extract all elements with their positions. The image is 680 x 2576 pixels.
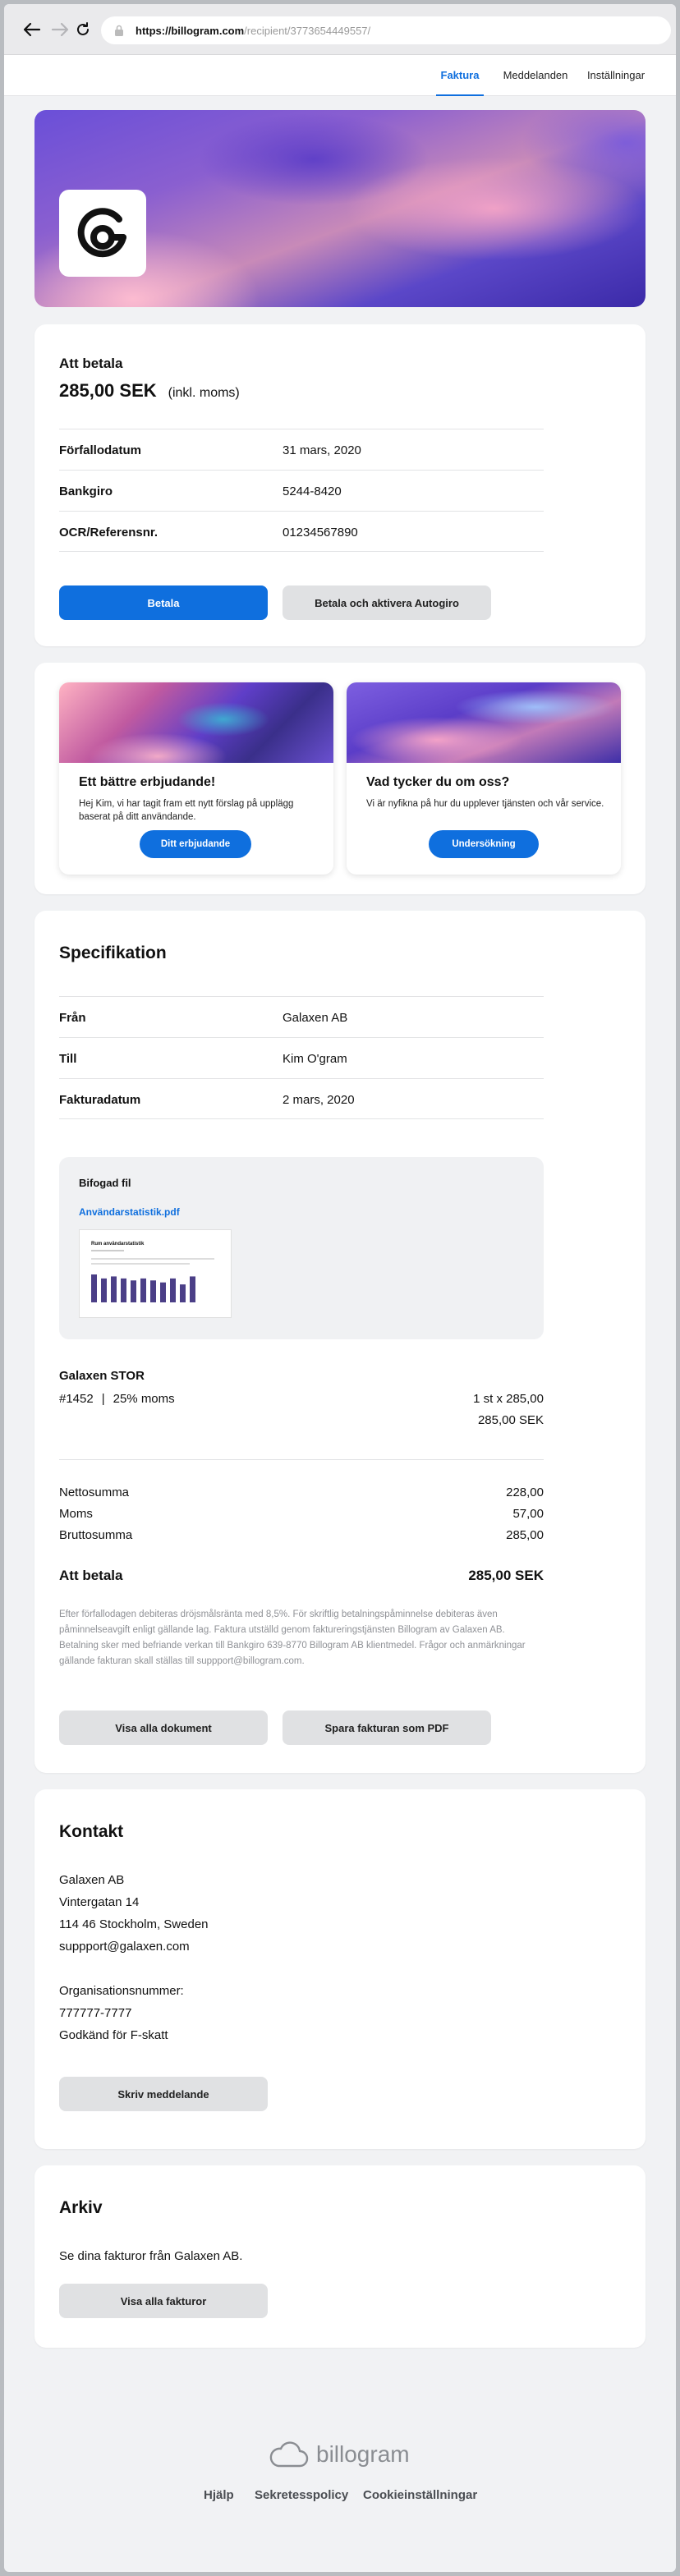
- pdf-preview-text-line: [91, 1263, 190, 1265]
- preview-chart-bar: [180, 1284, 186, 1302]
- attachment-title: Bifogad fil: [79, 1177, 131, 1189]
- company-logo: [59, 190, 146, 277]
- tab-meddelanden[interactable]: Meddelanden: [503, 69, 568, 81]
- row-value: 01234567890: [283, 526, 358, 540]
- offer-promo: [59, 682, 333, 875]
- survey-button[interactable]: Undersökning: [429, 830, 539, 858]
- pdf-preview-text-line: [91, 1250, 124, 1251]
- galaxen-logo-icon: [74, 204, 131, 262]
- row-value: 5244-8420: [283, 484, 342, 498]
- attachment-link[interactable]: Användarstatistik.pdf: [79, 1206, 180, 1218]
- pdf-preview-chart: [91, 1270, 223, 1306]
- preview-chart-bar: [121, 1279, 126, 1302]
- archive-title: Arkiv: [59, 2198, 103, 2217]
- preview-chart-bar: [190, 1276, 195, 1302]
- browser-toolbar: [4, 4, 676, 55]
- preview-chart-bar: [170, 1279, 176, 1302]
- reload-icon[interactable]: [73, 20, 93, 39]
- line-item-vat: 25% moms: [113, 1392, 175, 1406]
- url-path: /recipient/3773654449557/: [244, 24, 371, 37]
- billogram-logo: [267, 2440, 410, 2469]
- survey-image: [347, 682, 621, 763]
- promo-card: [34, 663, 646, 894]
- row-value: 2 mars, 2020: [283, 1093, 355, 1107]
- preview-chart-bar: [91, 1274, 97, 1302]
- survey-promo: [347, 682, 621, 875]
- to-row: [59, 1037, 544, 1078]
- to-pay-value: 285,00 SEK: [468, 1568, 544, 1583]
- write-message-button[interactable]: Skriv meddelande: [59, 2077, 268, 2111]
- line-item-article: #1452: [59, 1392, 94, 1406]
- payment-amount-line: [59, 380, 240, 402]
- brand-name: billogram: [316, 2441, 410, 2467]
- archive-text: Se dina fakturor från Galaxen AB.: [59, 2249, 243, 2263]
- gross-sum-value: 285,00: [506, 1528, 544, 1542]
- url-host: https://billogram.com: [136, 24, 245, 37]
- separator: |: [101, 1392, 105, 1406]
- footer-link-cookies[interactable]: Cookieinställningar: [363, 2488, 478, 2502]
- back-arrow-icon[interactable]: [22, 20, 42, 39]
- cloud-icon: [267, 2440, 310, 2469]
- vat-note: (inkl. moms): [168, 386, 240, 400]
- survey-text: Vi är nyfikna på hur du upplever tjänsten och vår service.: [366, 799, 604, 809]
- line-item-total: 285,00 SEK: [477, 1413, 544, 1427]
- browser-window: [4, 4, 676, 2572]
- legal-text: Efter förfallodagen debiteras dröjsmålsränta med 8,5%. För skriftlig betalningspåminnelse debiteras även påminnelseavgift enligt gällande lag. Faktura utställd genom faktureringstjänsten Billogram av Galaxen AB. Betalning sker med befriande verkan till Bankgiro 639-8770 Billogram AB klientmedel. Frågor och anmärkningar gällande fakturan skall ställas till suppport@billogram.com.: [59, 1609, 526, 1666]
- net-sum-value: 228,00: [506, 1485, 544, 1499]
- lock-icon: [114, 25, 124, 36]
- preview-chart-bar: [111, 1276, 117, 1302]
- app-navigation: [4, 55, 676, 96]
- bankgiro-row: [59, 470, 544, 511]
- fskatt-status: Godkänd för F-skatt: [59, 2028, 168, 2042]
- archive-card: [34, 2165, 646, 2348]
- row-label: Förfallodatum: [59, 443, 141, 457]
- line-item-name: Galaxen STOR: [59, 1369, 145, 1383]
- preview-chart-bar: [140, 1279, 146, 1302]
- pay-button[interactable]: Betala: [59, 585, 268, 620]
- payment-amount: 285,00 SEK: [59, 380, 157, 401]
- to-pay-label: Att betala: [59, 1568, 123, 1583]
- preview-chart-bar: [131, 1280, 136, 1302]
- row-label: Fakturadatum: [59, 1093, 141, 1107]
- footer-link-help[interactable]: Hjälp: [204, 2488, 234, 2502]
- row-value: Galaxen AB: [283, 1011, 348, 1025]
- tab-installningar[interactable]: Inställningar: [586, 69, 646, 81]
- tab-faktura[interactable]: Faktura: [436, 55, 484, 96]
- offer-button[interactable]: Ditt erbjudande: [140, 830, 251, 858]
- address-bar[interactable]: [101, 16, 671, 44]
- contact-title: Kontakt: [59, 1822, 124, 1841]
- preview-chart-bar: [160, 1283, 166, 1302]
- contact-city: 114 46 Stockholm, Sweden: [59, 1917, 209, 1931]
- pdf-preview[interactable]: [79, 1229, 232, 1318]
- offer-image: [59, 682, 333, 763]
- row-label: Från: [59, 1011, 86, 1025]
- org-number: 777777-7777: [59, 2006, 132, 2020]
- due-date-row: [59, 429, 544, 470]
- footer-link-privacy[interactable]: Sekretesspolicy: [255, 2488, 349, 2502]
- pdf-preview-text-line: [91, 1258, 214, 1260]
- specification-card: [34, 911, 646, 1773]
- offer-text: Hej Kim, vi har tagit fram ett nytt förslag på upplägg baserat på ditt användande.: [79, 799, 294, 822]
- view-all-documents-button[interactable]: Visa alla dokument: [59, 1710, 268, 1745]
- save-pdf-button[interactable]: Spara fakturan som PDF: [283, 1710, 491, 1745]
- invoice-date-row: [59, 1078, 544, 1119]
- gross-sum-label: Bruttosumma: [59, 1528, 133, 1542]
- pdf-preview-title: Rum användarstatistik: [91, 1242, 145, 1247]
- offer-title: Ett bättre erbjudande!: [79, 775, 216, 789]
- ocr-row: [59, 511, 544, 552]
- payment-title: Att betala: [59, 356, 123, 371]
- net-sum-label: Nettosumma: [59, 1485, 130, 1499]
- row-label: Till: [59, 1052, 77, 1066]
- attachment-box: [59, 1157, 544, 1339]
- from-row: [59, 996, 544, 1037]
- row-value: Kim O'gram: [283, 1052, 347, 1066]
- forward-arrow-icon[interactable]: [50, 20, 70, 39]
- vat-sum-label: Moms: [59, 1507, 93, 1521]
- contact-card: [34, 1789, 646, 2149]
- row-label: Bankgiro: [59, 484, 113, 498]
- contact-street: Vintergatan 14: [59, 1895, 140, 1909]
- specification-title: Specifikation: [59, 944, 167, 962]
- line-item-meta: [59, 1392, 175, 1406]
- row-value: 31 mars, 2020: [283, 443, 361, 457]
- divider: [59, 1459, 544, 1460]
- line-item-qty-price: 1 st x 285,00: [473, 1392, 544, 1406]
- payment-card: [34, 324, 646, 646]
- contact-company: Galaxen AB: [59, 1873, 125, 1887]
- preview-chart-bar: [101, 1279, 107, 1302]
- contact-email[interactable]: suppport@galaxen.com: [59, 1940, 190, 1954]
- row-label: OCR/Referensnr.: [59, 526, 159, 540]
- view-all-invoices-button[interactable]: Visa alla fakturor: [59, 2284, 268, 2318]
- org-number-label: Organisationsnummer:: [59, 1984, 184, 1998]
- preview-chart-bar: [150, 1280, 156, 1302]
- autogiro-button[interactable]: Betala och aktivera Autogiro: [283, 585, 491, 620]
- survey-title: Vad tycker du om oss?: [366, 775, 510, 789]
- vat-sum-value: 57,00: [512, 1507, 544, 1521]
